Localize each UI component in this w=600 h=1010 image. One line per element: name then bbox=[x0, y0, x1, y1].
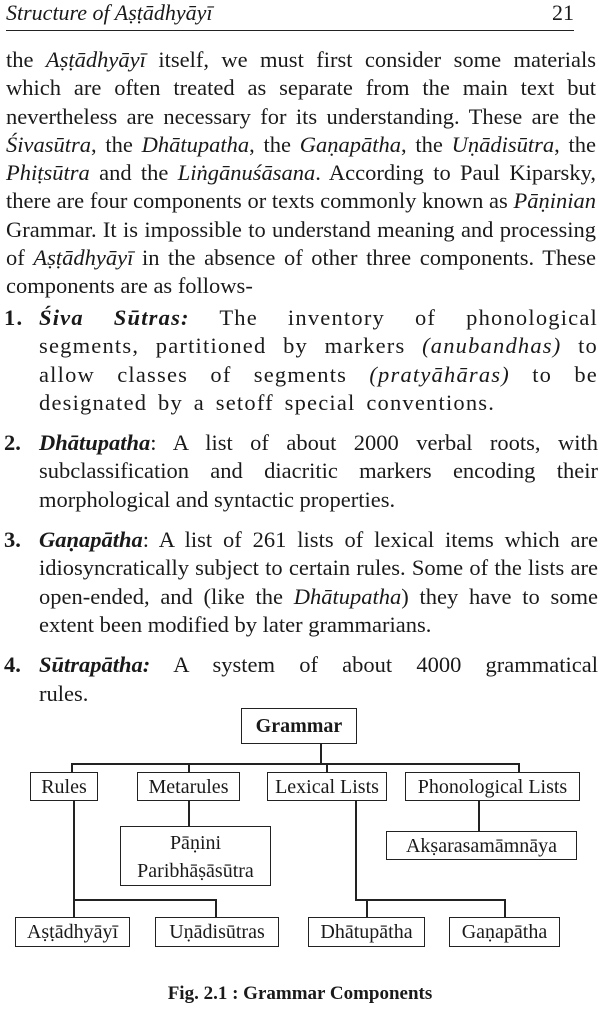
node-ganapatha: Gaṇapātha bbox=[449, 917, 560, 947]
text-run: : A list of 261 lists of lexical items which are idiosyncratically subject to certain rules. Some of the lists are open-ended, and (like the bbox=[39, 527, 598, 609]
figure-caption: Fig. 2.1 : Grammar Components bbox=[167, 983, 433, 1004]
connector-line bbox=[73, 899, 216, 901]
text-run: ) they have to some extent been modified by later grammarians. bbox=[39, 583, 598, 637]
components-list bbox=[0, 304, 598, 708]
connector-line bbox=[71, 763, 519, 765]
connector-line bbox=[215, 899, 217, 917]
text-run: , the bbox=[554, 131, 596, 157]
text-run: A system of about 4000 grammatical rules. bbox=[39, 652, 598, 706]
running-title: Structure of Aṣṭādhyāyī bbox=[6, 0, 213, 25]
list-item-term: Śiva Sūtras: bbox=[39, 305, 190, 330]
text-run: , the bbox=[249, 131, 300, 157]
grammar-components-diagram bbox=[0, 700, 600, 960]
italic-term: Dhātupatha bbox=[293, 583, 402, 609]
page-number: 21 bbox=[552, 0, 574, 25]
italic-term: (anubandhas) bbox=[422, 333, 562, 359]
italic-term: Liṅgānuśāsana bbox=[177, 160, 316, 186]
node-astadhyayi: Aṣṭādhyāyī bbox=[15, 917, 130, 947]
list-item-number: 1. bbox=[4, 305, 24, 330]
connector-line bbox=[73, 800, 75, 900]
intro-paragraph bbox=[6, 46, 596, 301]
list-item-term: Gaṇapātha bbox=[39, 527, 143, 553]
list-item-number: 4. bbox=[4, 652, 21, 678]
italic-term: Phiṭsūtra bbox=[6, 160, 90, 186]
italic-term: (pratyāhāras) bbox=[369, 361, 510, 387]
connector-line bbox=[366, 899, 368, 917]
node-phonological-lists: Phonological Lists bbox=[405, 772, 580, 801]
panini-line-2: Paribhāṣāsūtra bbox=[137, 860, 254, 882]
node-grammar: Grammar bbox=[241, 708, 357, 744]
text-run: The inventory of phonological segments, partitioned by markers bbox=[39, 305, 599, 359]
connector-line bbox=[478, 800, 480, 832]
connector-line bbox=[188, 800, 190, 826]
italic-term: Aṣṭādhyāyī bbox=[45, 47, 146, 72]
text-run: . According to Paul Kiparsky, there are four components or texts commonly known as bbox=[6, 160, 596, 214]
list-item bbox=[0, 429, 598, 514]
list-item-term: Dhātupatha bbox=[39, 430, 151, 456]
page-header bbox=[6, 0, 574, 31]
node-rules: Rules bbox=[30, 772, 98, 801]
text-run: itself, we must first consider some materials which are often treated as separate from the main text but nevertheless are necessary for its understanding. These are the bbox=[6, 47, 596, 129]
italic-term: Aṣṭādhyāyī bbox=[33, 245, 134, 271]
text-run: in the absence of other three components. These components are as follows- bbox=[6, 245, 596, 299]
panini-line-1: Pāṇini bbox=[169, 832, 222, 854]
node-panini-paribhasasutra bbox=[120, 826, 271, 886]
list-item-term: Sūtrapātha: bbox=[39, 652, 151, 678]
italic-term: Gaṇapātha bbox=[299, 131, 401, 157]
italic-term: Dhātupatha bbox=[141, 131, 250, 157]
text-run: : A list of about 2000 verbal roots, with subclassification and diacritic markers encoding their morphological and syntactic properties. bbox=[39, 430, 598, 512]
body-paragraph bbox=[6, 46, 596, 301]
text-run: the bbox=[6, 47, 46, 72]
text-run: , the bbox=[91, 131, 142, 157]
node-dhatupatha: Dhātupātha bbox=[308, 917, 425, 947]
list-item-number: 3. bbox=[4, 527, 21, 553]
connector-line bbox=[355, 800, 357, 900]
italic-term: Uṇādisūtra bbox=[451, 131, 555, 157]
connector-line bbox=[320, 744, 322, 764]
node-unadisutras: Uṇādisūtras bbox=[155, 917, 279, 947]
node-lexical-lists: Lexical Lists bbox=[267, 772, 387, 801]
italic-term: Pāṇinian bbox=[513, 188, 596, 214]
node-aksarasamamnaya: Akṣarasamāmnāya bbox=[386, 831, 577, 860]
connector-line bbox=[504, 899, 506, 917]
list-item bbox=[0, 526, 598, 639]
text-run: and the bbox=[89, 160, 178, 186]
connector-line bbox=[73, 899, 75, 917]
connector-line bbox=[355, 899, 505, 901]
node-metarules: Metarules bbox=[137, 772, 240, 801]
italic-term: Śivasūtra bbox=[6, 131, 92, 157]
text-run: , the bbox=[401, 131, 452, 157]
text-run: to allow classes of segments bbox=[39, 333, 598, 387]
text-run: Grammar. It is impossible to understand meaning and processing of bbox=[6, 216, 596, 271]
list-item-number: 2. bbox=[4, 430, 21, 456]
text-run: to be designated by a setoff special conventions. bbox=[39, 361, 598, 415]
list-item bbox=[0, 304, 598, 417]
